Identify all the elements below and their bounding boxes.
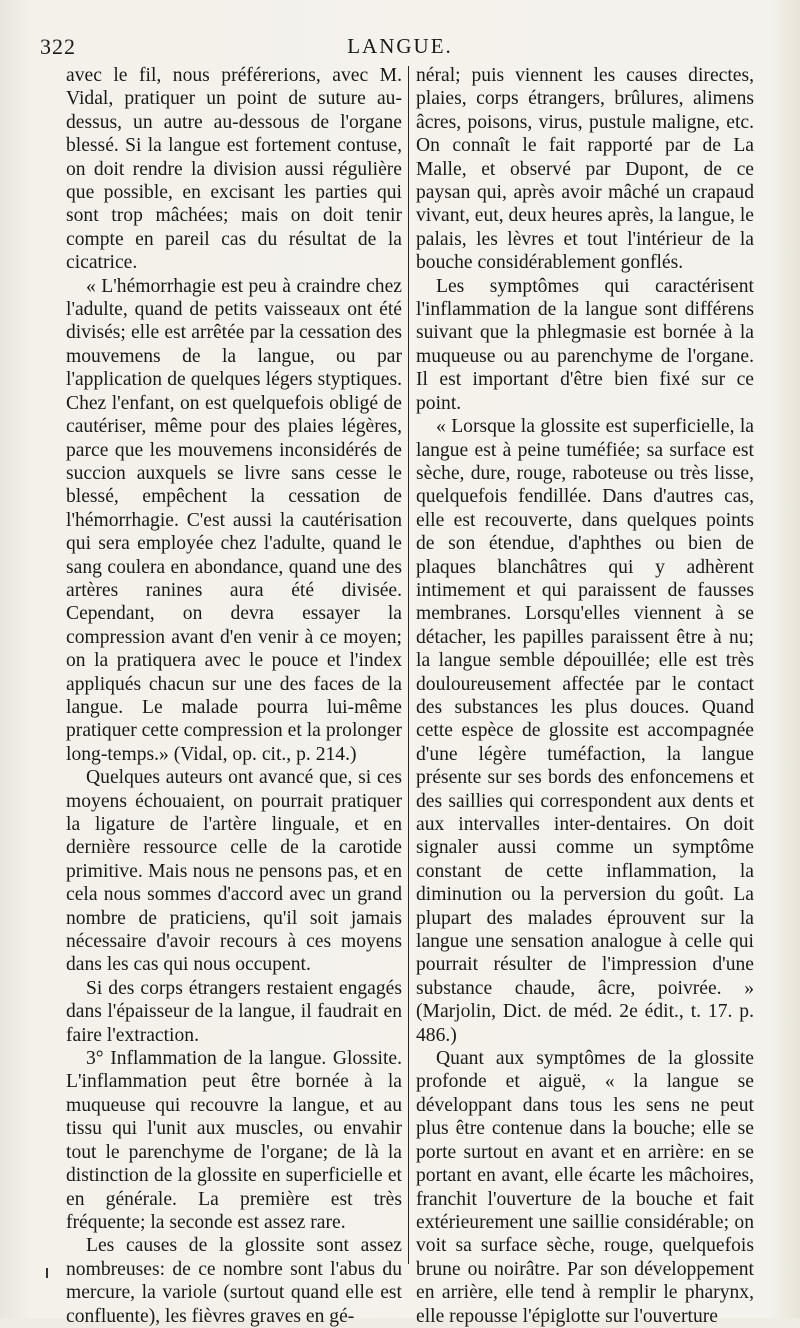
paragraph: « Lorsque la glossite est superficielle, la langue est à peine tuméfiée; sa surface est sèche, dure, rouge, raboteuse ou très lisse, quelquefois fendillée. Dans d'autres cas, elle est recouverte, dans quelques points de son étendue, d'aphthes ou bien de plaques blanchâtres qui y adhèrent intimement et qui paraissent de fausses membranes. Lorsqu'elles viennent à se détacher, les papilles paraissent être à nu; la langue semble dépouillée; elle est très douloureusement affectée par le contact des substances les plus douces. Quand cette espèce de glossite est accompagnée d'une légère tuméfaction, la langue présente sur ses bords des enfoncemens et des saillies qui correspondent aux dents et aux intervalles inter-dentaires. On doit signaler aussi comme un symptôme constant de cette inflammation, la diminution ou la perversion du goût. La plupart des malades éprouvent sur la langue une sensation analogue à celle qui pourrait résulter de l'impression d'une substance chaude, âcre, poivrée. » (Marjolin, Dict. de méd. 2e édit., t. 17. p. 486.) <box>416 416 754 1046</box>
footer-mark <box>46 1268 48 1278</box>
paragraph: « L'hémorrhagie est peu à craindre chez l'adulte, quand de petits vaisseaux ont été divisés; elle est arrêtée par la cessation des mouvemens de la langue, ou par l'application de quelques légers styptiques. Chez l'enfant, on est quelquefois obligé de cautériser, même pour des plaies légères, parce que les mouvemens inconsidérés de succion auxquels se livre sans cesse le blessé, empêchent la cessation de l'hémorrhagie. C'est aussi la cautérisation qui sera employée chez l'adulte, quand le sang coulera en abondance, quand une des artères ranines aura été divisée. Cependant, on devra essayer la compression avant d'en venir à ce moyen; on la pratiquera avec le pouce et l'index appliqués chacun sur une des faces de la langue. Le malade pourra lui-même pratiquer cette compression et la prolonger long-temps.» (Vidal, op. cit., p. 214.) <box>66 275 402 765</box>
running-head: LANGUE. <box>347 34 453 58</box>
paragraph: néral; puis viennent les causes directes, plaies, corps étrangers, brûlures, alimens âcres, poisons, virus, pustule maligne, etc. On connaît le fait rapporté par de La Malle, et observé par Dupont, de ce paysan qui, après avoir mâché un crapaud vivant, eut, deux heures après, la langue, le palais, les lèvres et tout l'intérieur de la bouche considérablement gonflés. <box>416 65 754 274</box>
paragraph: Quelques auteurs ont avancé que, si ces moyens échouaient, on pourrait pratiquer la ligature de l'artère linguale, et en dernière ressource celle de la carotide primitive. Mais nous ne pensons pas, et en cela nous sommes d'accord avec un grand nombre de praticiens, qu'il soit jamais nécessaire d'avoir recours à ces moyens dans les cas qui nous occupent. <box>66 767 402 976</box>
paragraph: Si des corps étrangers restaient engagés dans l'épaisseur de la langue, il faudrait en faire l'extraction. <box>66 977 402 1046</box>
left-column <box>66 64 402 1328</box>
paragraph: Les causes de la glossite sont assez nombreuses: de ce nombre sont l'abus du mercure, la variole (surtout quand elle est confluente), les fièvres graves en gé- <box>66 1235 402 1327</box>
page-header <box>40 28 760 62</box>
page-number: 322 <box>40 34 76 59</box>
paragraph: Les symptômes qui caractérisent l'inflammation de la langue sont différens suivant que la phlegmasie est bornée à la muqueuse ou au parenchyme de l'organe. Il est important d'être bien fixé sur ce point. <box>416 275 754 414</box>
column-divider <box>408 66 409 1264</box>
right-column <box>416 64 754 1328</box>
paragraph: 3° Inflammation de la langue. Glossite. L'inflammation peut être bornée à la muqueuse qui recouvre la langue, et au tissu qui l'unit aux muscles, ou envahir tout le parenchyme de l'organe; de là la distinction de la glossite en superficielle et en générale. La première est très fréquente; la seconde est assez rare. <box>66 1048 402 1233</box>
paragraph: Quant aux symptômes de la glossite profonde et aiguë, « la langue se développant dans tous les sens ne peut plus être contenue dans la bouche; elle se porte surtout en avant et en arrière: en se portant en avant, elle écarte les mâchoires, franchit l'ouverture de la bouche et fait extérieurement une saillie considérable; on voit sa surface sèche, rouge, quelquefois brune ou noirâtre. Par son développement en arrière, elle tend à remplir le pharynx, elle repousse l'épiglotte sur l'ouverture <box>416 1048 754 1327</box>
paragraph: avec le fil, nous préférerions, avec M. Vidal, pratiquer un point de suture au-dessus, un autre au-dessous de l'organe blessé. Si la langue est fortement contuse, on doit rendre la division aussi régulière que possible, en excisant les parties qui sont trop mâchées; mais on doit tenir compte en pareil cas du résultat de la cicatrice. <box>66 65 402 274</box>
